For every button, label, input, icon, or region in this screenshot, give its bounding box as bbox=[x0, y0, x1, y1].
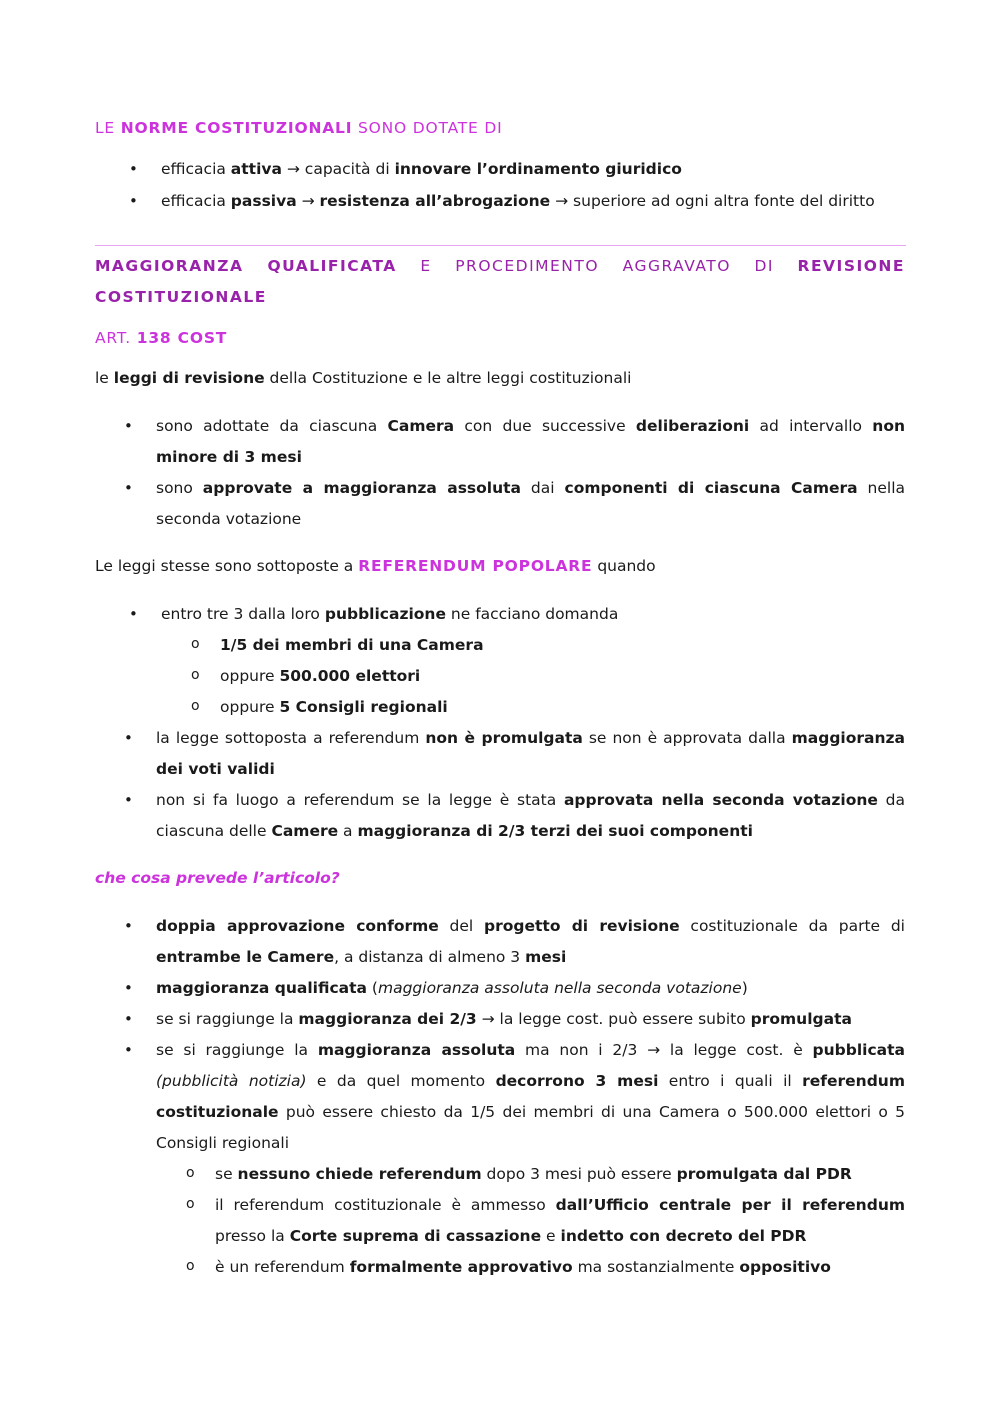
list-item: • non si fa luogo a referendum se la legge è stata approvata nella seconda votazione da ciascuna delle Camere a maggioranza di 2/3 terzi dei suoi componenti bbox=[95, 785, 905, 847]
sub-list-item: o il referendum costituzionale è ammesso dall’Ufficio centrale per il referendum presso la Corte suprema di cassazione e indetto con decreto del PDR bbox=[95, 1190, 905, 1252]
list-item: • sono adottate da ciascuna Camera con due successive deliberazioni ad intervallo non minore di 3 mesi bbox=[95, 411, 905, 473]
articolo-list bbox=[95, 911, 905, 1283]
question-heading: che cosa prevede l’articolo? bbox=[95, 869, 340, 887]
list-item: • entro tre 3 dalla loro pubblicazione ne facciano domanda bbox=[95, 599, 905, 630]
sub-list-item: o oppure 5 Consigli regionali bbox=[95, 692, 905, 723]
list-item: • maggioranza qualificata (maggioranza assoluta nella seconda votazione) bbox=[95, 973, 905, 1004]
list-item: • la legge sottoposta a referendum non è promulgata se non è approvata dalla maggioranza dei voti validi bbox=[95, 723, 905, 785]
efficacia-list bbox=[95, 153, 905, 217]
revisione-list bbox=[95, 411, 905, 535]
list-item: • sono approvate a maggioranza assoluta dai componenti di ciascuna Camera nella seconda votazione bbox=[95, 473, 905, 535]
referendum-intro: Le leggi stesse sono sottoposte a REFERENDUM POPOLARE quando bbox=[95, 557, 656, 575]
sub-list-item: o è un referendum formalmente approvativo ma sostanzialmente oppositivo bbox=[95, 1252, 905, 1283]
referendum-list bbox=[95, 599, 905, 847]
heading-maggioranza-cont: COSTITUZIONALE bbox=[95, 288, 267, 306]
intro-text: le leggi di revisione della Costituzione e le altre leggi costituzionali bbox=[95, 369, 632, 387]
list-item: • se si raggiunge la maggioranza assoluta ma non i 2/3 → la legge cost. è pubblicata (pubblicità notizia) e da quel momento decorrono 3 mesi entro i quali il referendum costituzionale può essere chiesto da 1/5 dei membri di una Camera o 500.000 elettori o 5 Consigli regionali bbox=[95, 1035, 905, 1159]
list-item: • doppia approvazione conforme del progetto di revisione costituzionale da parte di entrambe le Camere, a distanza di almeno 3 mesi bbox=[95, 911, 905, 973]
heading-norme: LE NORME COSTITUZIONALI SONO DOTATE DI bbox=[95, 119, 503, 137]
list-item: • efficacia attiva → capacità di innovare l’ordinamento giuridico bbox=[95, 153, 905, 185]
article-title: ART. 138 COST bbox=[95, 329, 228, 347]
section-divider bbox=[95, 245, 906, 246]
list-item: • se si raggiunge la maggioranza dei 2/3 → la legge cost. può essere subito promulgata bbox=[95, 1004, 905, 1035]
heading-maggioranza: MAGGIORANZA QUALIFICATA E PROCEDIMENTO AGGRAVATO DI REVISIONE bbox=[95, 257, 905, 275]
sub-list-item: o 1/5 dei membri di una Camera bbox=[95, 630, 905, 661]
sub-list-item: o se nessuno chiede referendum dopo 3 mesi può essere promulgata dal PDR bbox=[95, 1159, 905, 1190]
list-item: • efficacia passiva → resistenza all’abrogazione → superiore ad ogni altra fonte del diritto bbox=[95, 185, 905, 217]
sub-list-item: o oppure 500.000 elettori bbox=[95, 661, 905, 692]
